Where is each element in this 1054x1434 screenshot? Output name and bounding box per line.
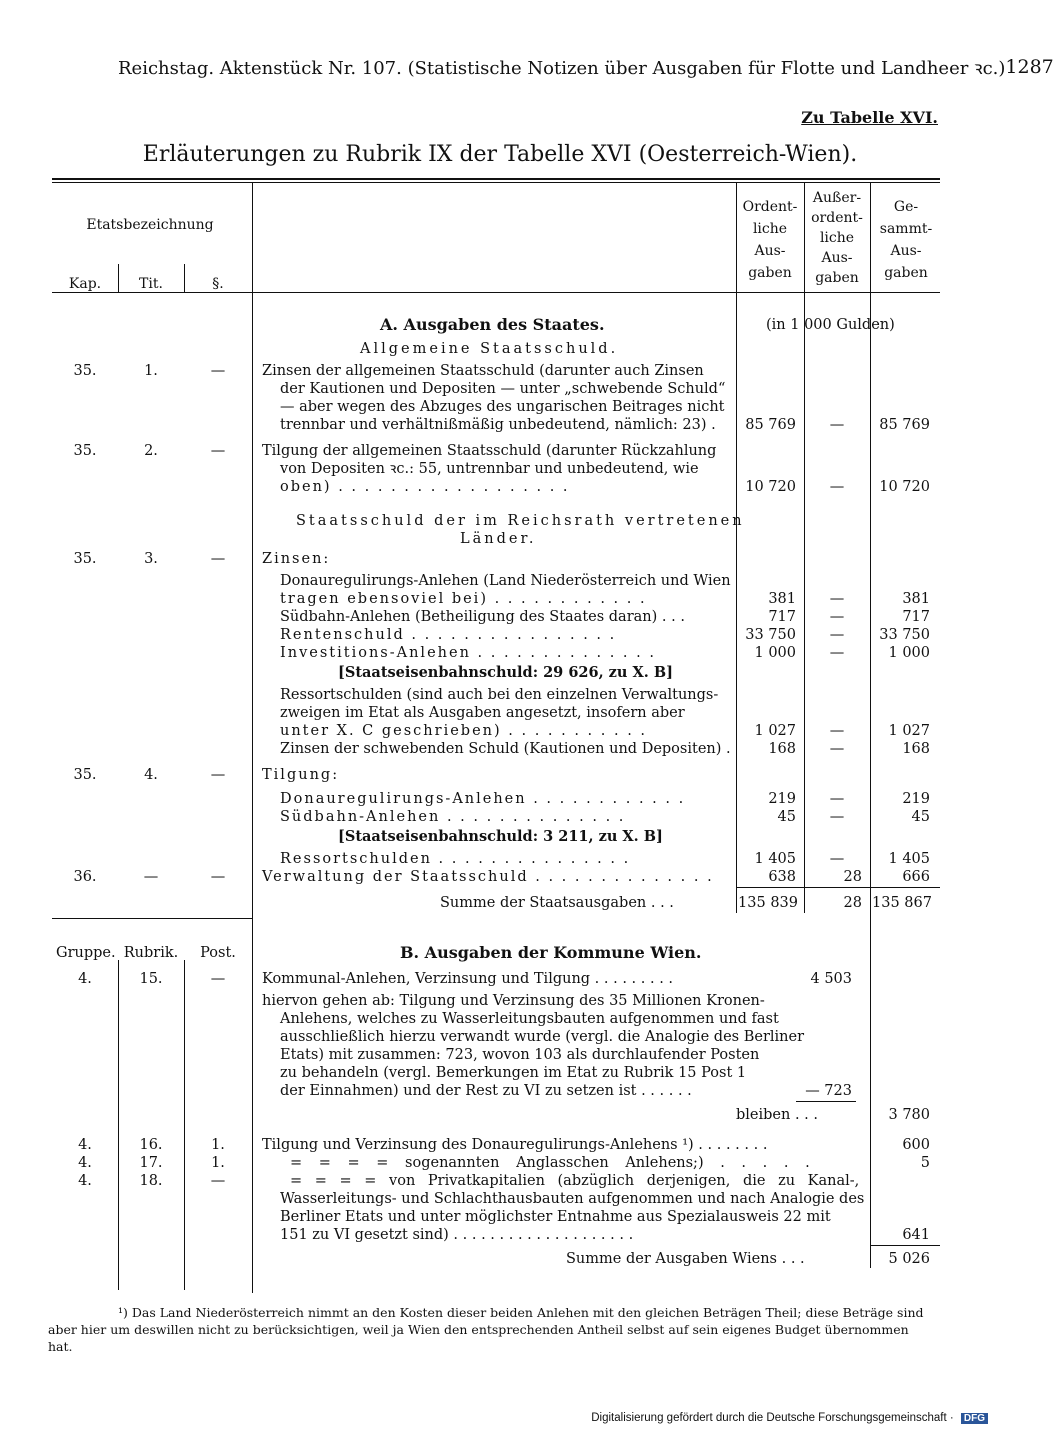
- col-header-line: Aus-: [754, 243, 786, 259]
- aus-value: —: [829, 479, 845, 495]
- ord-value: 638: [768, 869, 796, 885]
- col-sep-etat: [252, 183, 253, 1293]
- section-b-title: B. Ausgaben der Kommune Wien.: [400, 943, 702, 962]
- kap-cell: 35.: [73, 443, 97, 459]
- row-text: von Depositen ꝛc.: 55, untrennbar und unbedeutend, wie: [280, 461, 699, 477]
- sum-a-ges: 135 867: [872, 895, 932, 911]
- ges-value: 666: [902, 869, 930, 885]
- ges-value: 717: [902, 609, 930, 625]
- row-text: Zinsen der allgemeinen Staatsschuld (darunter auch Zinsen: [262, 363, 704, 379]
- ges-value: 219: [902, 791, 930, 807]
- rubrik-cell: 17.: [139, 1155, 163, 1171]
- bracket-note: [Staatseisenbahnschuld: 29 626, zu X. B]: [338, 664, 673, 681]
- row-text: der Kautionen und Depositen — unter „schwebende Schuld“: [280, 381, 726, 397]
- page-title: Erläuterungen zu Rubrik IX der Tabelle XVI (Oesterreich-Wien).: [142, 142, 858, 167]
- gruppe-cell: 4.: [78, 1173, 92, 1189]
- post-cell: —: [210, 971, 226, 987]
- row-text: Verwaltung der Staatsschuld . . . . . . . . . . . . . .: [262, 869, 714, 885]
- subheading-allgemeine: Allgemeine Staatsschuld.: [360, 341, 619, 357]
- row-text: Ressortschulden (sind auch bei den einzelnen Verwaltungs-: [280, 687, 719, 703]
- rest-label: bleiben . . .: [736, 1107, 818, 1123]
- gruppe-cell: 4.: [78, 971, 92, 987]
- col-header-ordentlich: [738, 196, 802, 284]
- sum-b-rule: [870, 1245, 940, 1246]
- row-text: der Einnahmen) und der Rest zu VI zu setzen ist . . . . . .: [280, 1083, 692, 1099]
- ges-value: 33 750: [879, 627, 930, 643]
- ges-value: 10 720: [879, 479, 930, 495]
- ord-value: 717: [768, 609, 796, 625]
- row-text: Wasserleitungs- und Schlachthausbauten aufgenommen und nach Analogie des: [280, 1191, 865, 1207]
- row-label: Tilgung:: [262, 767, 340, 783]
- ord-value: 1 000: [754, 645, 796, 661]
- col-header-line: gaben: [815, 270, 859, 286]
- ges-value: 45: [911, 809, 930, 825]
- ord-value: 1 027: [754, 723, 796, 739]
- sum-rule: [736, 887, 940, 888]
- row-text: Zinsen der schwebenden Schuld (Kautionen und Depositen) .: [280, 741, 731, 757]
- para-cell: —: [210, 767, 226, 783]
- col-header-line: sammt-: [879, 221, 933, 237]
- row-text: = = = = von Privatkapitalien (abzüglich derjenigen, die zu Kanal-,: [290, 1173, 860, 1189]
- row-text: ausschließlich hierzu verwandt wurde (vergl. die Analogie des Berliner: [280, 1029, 805, 1045]
- para-cell: —: [210, 443, 226, 459]
- table-reference: Zu Tabelle XVI.: [801, 108, 938, 127]
- row-text: Anlehens, welches zu Wasserleitungsbauten aufgenommen und fast: [280, 1011, 779, 1027]
- row-text: 151 zu VI gesetzt sind) . . . . . . . . . . . . . . . . . . . .: [280, 1227, 634, 1243]
- aus-value: —: [829, 627, 845, 643]
- col-header-line: Aus-: [821, 250, 853, 266]
- ges-value: 168: [902, 741, 930, 757]
- aus-value: —: [829, 645, 845, 661]
- col-header-line: ordent-: [811, 210, 863, 226]
- row-text: trennbar und verhältnißmäßig unbedeutend, nämlich: 23) .: [280, 417, 716, 433]
- col-header-line: Ordent-: [742, 199, 798, 215]
- section-divider-rule: [52, 918, 252, 919]
- aus-value: —: [829, 591, 845, 607]
- tit-cell: —: [143, 869, 159, 885]
- col-header-line: gaben: [884, 265, 928, 281]
- b-total: 5: [920, 1155, 930, 1171]
- aus-value: —: [829, 851, 845, 867]
- footnote: [48, 1304, 928, 1355]
- tit-cell: 4.: [144, 767, 158, 783]
- b-total: 641: [902, 1227, 930, 1243]
- table-top-rule: [52, 178, 940, 180]
- row-text: Donauregulirungs-Anlehen . . . . . . . . . . . .: [280, 791, 686, 807]
- kap-cell: 35.: [73, 363, 97, 379]
- col-sep-aus: [804, 183, 805, 913]
- row-text: Südbahn-Anlehen . . . . . . . . . . . . . .: [280, 809, 626, 825]
- col-header-line: Aus-: [890, 243, 922, 259]
- header-bottom-rule: [52, 292, 940, 293]
- bracket-note: [Staatseisenbahnschuld: 3 211, zu X. B]: [338, 828, 663, 845]
- para-cell: —: [210, 363, 226, 379]
- col-header-gesammt: [872, 196, 940, 284]
- kap-cell: 35.: [73, 767, 97, 783]
- ord-value: 45: [777, 809, 796, 825]
- running-header-text: Reichstag. Aktenstück Nr. 107. (Statistische Notizen über Ausgaben für Flotte und Landheer ꝛc.): [118, 58, 1006, 79]
- aus-value: —: [829, 741, 845, 757]
- rubrik-cell: 16.: [139, 1137, 163, 1153]
- row-text: — aber wegen des Abzuges des ungarischen Beitrages nicht: [280, 399, 725, 415]
- gruppe-cell: 4.: [78, 1155, 92, 1171]
- aus-value: —: [829, 791, 845, 807]
- col-sep-tit: [184, 264, 185, 292]
- kap-cell: 36.: [73, 869, 97, 885]
- aus-value: —: [829, 723, 845, 739]
- tit-cell: 1.: [144, 363, 158, 379]
- row-text: unter X. C geschrieben) . . . . . . . . . . .: [280, 723, 648, 739]
- para-cell: —: [210, 869, 226, 885]
- post-cell: 1.: [211, 1137, 225, 1153]
- ges-value: 1 000: [888, 645, 930, 661]
- aus-value: —: [829, 609, 845, 625]
- col-header-line: Außer-: [812, 190, 862, 206]
- subheading-reichsrath-2: Länder.: [460, 531, 537, 547]
- running-header: [118, 56, 1054, 80]
- post-cell: 1.: [211, 1155, 225, 1171]
- sum-a-label: Summe der Staatsausgaben . . .: [440, 895, 674, 911]
- ord-value: 85 769: [745, 417, 796, 433]
- col-sep-ord: [736, 183, 737, 913]
- col-sep-gruppe: [118, 960, 119, 1290]
- row-text: Ressortschulden . . . . . . . . . . . . . . .: [280, 851, 631, 867]
- row-text: tragen ebensoviel bei) . . . . . . . . . . . .: [280, 591, 647, 607]
- page-number: 1287: [1005, 56, 1054, 78]
- col-header-line: liche: [752, 221, 788, 237]
- col-sep-ges: [870, 183, 871, 1268]
- row-text: Südbahn-Anlehen (Betheiligung des Staates daran) . . .: [280, 609, 685, 625]
- ges-value: 85 769: [879, 417, 930, 433]
- col-header-para: §.: [212, 276, 224, 292]
- tit-cell: 2.: [144, 443, 158, 459]
- col-header-post: Post.: [200, 945, 236, 961]
- row-text: Etats) mit zusammen: 723, wovon 103 als durchlaufender Posten: [280, 1047, 760, 1063]
- ord-value: 1 405: [754, 851, 796, 867]
- col-header-line: gaben: [748, 265, 792, 281]
- sum-a-ord: 135 839: [738, 895, 798, 911]
- col-header-rubrik: Rubrik.: [123, 945, 179, 961]
- col-header-ausserordentlich: [806, 188, 868, 288]
- rubrik-cell: 18.: [139, 1173, 163, 1189]
- ges-value: 1 027: [888, 723, 930, 739]
- col-header-gruppe: Gruppe.: [56, 945, 116, 961]
- col-header-line: liche: [819, 230, 855, 246]
- unit-note: (in 1 000 Gulden): [766, 317, 895, 333]
- col-header-tit: Tit.: [139, 276, 163, 292]
- kap-cell: 35.: [73, 551, 97, 567]
- row-text: Investitions-Anlehen . . . . . . . . . . . . . .: [280, 645, 656, 661]
- col-sep-rubrik: [184, 960, 185, 1290]
- row-text: zweigen im Etat als Ausgaben angesetzt, insofern aber: [280, 705, 685, 721]
- row-text: Kommunal-Anlehen, Verzinsung und Tilgung . . . . . . . . .: [262, 971, 674, 987]
- row-text: = = = = sogenannten Anglasschen Anlehens;) . . . . .: [290, 1155, 810, 1171]
- rubrik-cell: 15.: [139, 971, 163, 987]
- dfg-credit: [591, 1412, 988, 1424]
- row-label: Zinsen:: [262, 551, 331, 567]
- ord-value: 219: [768, 791, 796, 807]
- b-total: 3 780: [888, 1107, 930, 1123]
- dfg-credit-text: Digitalisierung gefördert durch die Deutsche Forschungsgemeinschaft ·: [591, 1412, 954, 1424]
- row-text: zu behandeln (vergl. Bemerkungen im Etat zu Rubrik 15 Post 1: [280, 1065, 747, 1081]
- ord-value: 10 720: [745, 479, 796, 495]
- b-total: 600: [902, 1137, 930, 1153]
- para-cell: —: [210, 551, 226, 567]
- section-a-title: A. Ausgaben des Staates.: [380, 315, 605, 334]
- col-header-kap: Kap.: [68, 276, 102, 292]
- aus-value: 28: [843, 869, 862, 885]
- row-text: oben) . . . . . . . . . . . . . . . . . .: [280, 479, 570, 495]
- ord-value: 33 750: [745, 627, 796, 643]
- row-text: hiervon gehen ab: Tilgung und Verzinsung des 35 Millionen Kronen-: [262, 993, 765, 1009]
- subheading-reichsrath: Staatsschuld der im Reichsrath vertretenen: [296, 513, 745, 529]
- footnote-line: aber hier um deswillen nicht zu berücksichtigen, weil ja Wien den entsprechenden Antheil selbst auf sein eigenes Budget übernommen hat.: [48, 1322, 909, 1354]
- deduct-rule: [796, 1101, 856, 1102]
- row-text: Donauregulirungs-Anlehen (Land Niederösterreich und Wien: [280, 573, 731, 589]
- aus-value: —: [829, 417, 845, 433]
- sum-b-label: Summe der Ausgaben Wiens . . .: [566, 1251, 805, 1267]
- post-cell: —: [210, 1173, 226, 1189]
- col-header-line: Ge-: [893, 199, 919, 215]
- ges-value: 381: [902, 591, 930, 607]
- tit-cell: 3.: [144, 551, 158, 567]
- sum-b-total: 5 026: [888, 1251, 930, 1267]
- footnote-line: ¹) Das Land Niederösterreich nimmt an den Kosten dieser beiden Anlehen mit den gleichen Beträgen Theil; diese Beträge sind: [118, 1305, 924, 1320]
- b-amount: 4 503: [810, 971, 852, 987]
- row-text: Berliner Etats und unter möglichster Entnahme aus Spezialausweis 22 mit: [280, 1209, 831, 1225]
- table-top-rule-thin: [52, 182, 940, 183]
- aus-value: —: [829, 809, 845, 825]
- col-header-etat: Etatsbezeichnung: [86, 217, 214, 233]
- b-amount: — 723: [805, 1083, 852, 1099]
- row-text: Tilgung der allgemeinen Staatsschuld (darunter Rückzahlung: [262, 443, 717, 459]
- sum-a-aus: 28: [843, 895, 862, 911]
- col-sep-kap: [118, 264, 119, 292]
- dfg-logo: DFG: [961, 1413, 988, 1424]
- gruppe-cell: 4.: [78, 1137, 92, 1153]
- ord-value: 381: [768, 591, 796, 607]
- row-text: Tilgung und Verzinsung des Donauregulirungs-Anlehens ¹) . . . . . . . .: [262, 1137, 768, 1153]
- ges-value: 1 405: [888, 851, 930, 867]
- row-text: Rentenschuld . . . . . . . . . . . . . . . .: [280, 627, 617, 643]
- ord-value: 168: [768, 741, 796, 757]
